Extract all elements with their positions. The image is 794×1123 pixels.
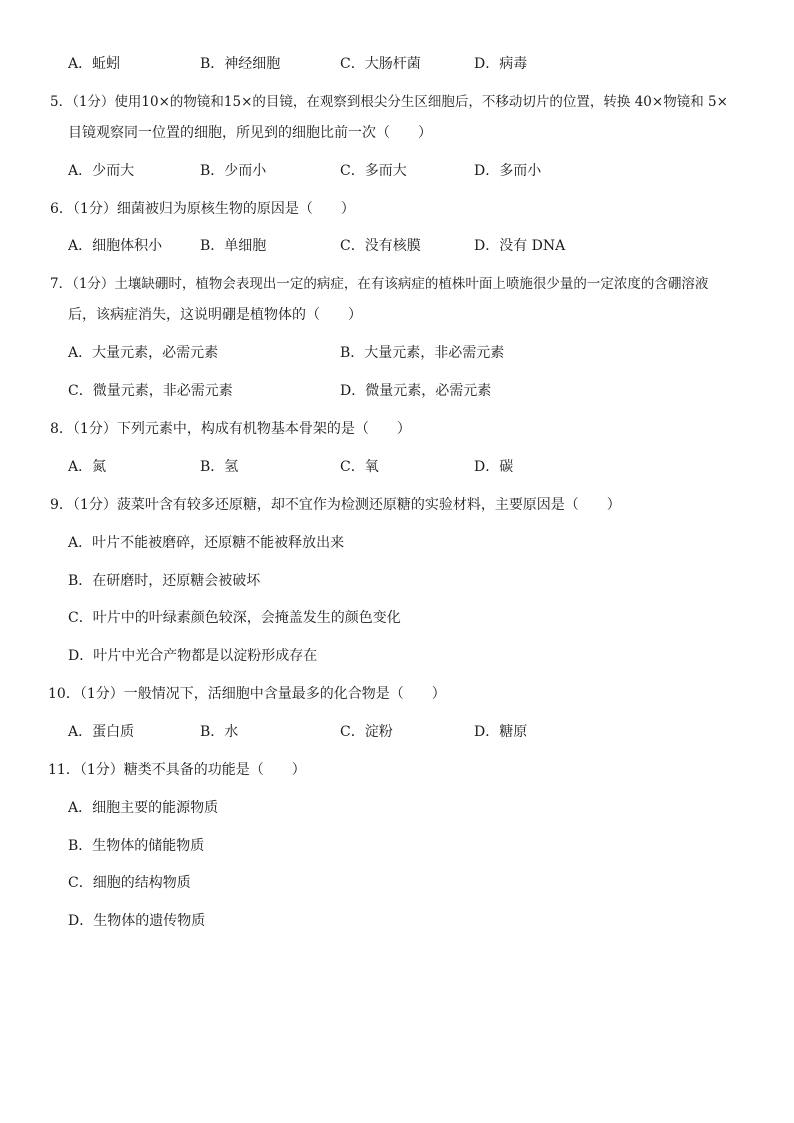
q8-option-a: A．氮 (68, 459, 107, 475)
q11-option-d: D．生物体的遗传物质 (68, 913, 206, 929)
q5-option-c: C．多而大 (340, 163, 407, 179)
q7-option-d: D．微量元素，必需元素 (340, 383, 492, 399)
q5-stem-line1: 5．（1分）使用10×的物镜和15×的目镜，在观察到根尖分生区细胞后，不移动切片的位置，转换 40×物镜和 5× (50, 94, 728, 110)
q6-option-b: B．单细胞 (200, 238, 267, 254)
q6-option-c: C．没有核膜 (340, 238, 421, 254)
q7-stem-line2: 后，该病症消失，这说明硼是植物体的（ ） (68, 307, 362, 323)
q9-option-c: C．叶片中的叶绿素颜色较深，会掩盖发生的颜色变化 (68, 610, 401, 626)
q10-option-a: A．蛋白质 (68, 724, 135, 740)
q10-option-b: B．水 (200, 724, 239, 740)
q5-stem-line2: 目镜观察同一位置的细胞，所见到的细胞比前一次（ ） (68, 125, 432, 141)
q10-stem: 10．（1分）一般情况下，活细胞中含量最多的化合物是（ ） (48, 686, 446, 702)
q4-option-c: C．大肠杆菌 (340, 56, 421, 72)
q9-option-d: D．叶片中光合产物都是以淀粉形成存在 (68, 648, 318, 664)
q4-option-d: D．病毒 (474, 56, 528, 72)
q4-option-b: B．神经细胞 (200, 56, 281, 72)
q5-option-a: A．少而大 (68, 163, 135, 179)
q11-option-a: A．细胞主要的能源物质 (68, 800, 219, 816)
q10-option-c: C．淀粉 (340, 724, 393, 740)
q8-option-c: C．氧 (340, 459, 379, 475)
q7-option-c: C．微量元素，非必需元素 (68, 383, 233, 399)
q6-option-a: A．细胞体积小 (68, 238, 163, 254)
q4-option-a: A．蚯蚓 (68, 56, 121, 72)
q8-option-b: B．氢 (200, 459, 239, 475)
q9-option-b: B．在研磨时，还原糖会被破坏 (68, 573, 261, 589)
q10-option-d: D．糖原 (474, 724, 528, 740)
q7-option-a: A．大量元素，必需元素 (68, 345, 219, 361)
q5-option-d: D．多而小 (474, 163, 542, 179)
q8-option-d: D．碳 (474, 459, 514, 475)
q11-option-b: B．生物体的储能物质 (68, 838, 205, 854)
q7-option-b: B．大量元素，非必需元素 (340, 345, 505, 361)
q9-option-a: A．叶片不能被磨碎，还原糖不能被释放出来 (68, 535, 345, 551)
q6-stem: 6．（1分）细菌被归为原核生物的原因是（ ） (50, 201, 355, 217)
q9-stem: 9．（1分）菠菜叶含有较多还原糖，却不宜作为检测还原糖的实验材料，主要原因是（ ） (50, 497, 621, 513)
q6-option-d: D．没有 DNA (474, 238, 566, 254)
q5-option-b: B．少而小 (200, 163, 267, 179)
q7-stem-line1: 7．（1分）土壤缺硼时，植物会表现出一定的病症，在有该病症的植株叶面上喷施很少量的一定浓度的含硼溶液 (50, 276, 709, 292)
q8-stem: 8．（1分）下列元素中，构成有机物基本骨架的是（ ） (50, 421, 411, 437)
q11-option-c: C．细胞的结构物质 (68, 875, 191, 891)
q11-stem: 11．（1分）糖类不具备的功能是（ ） (48, 762, 306, 778)
